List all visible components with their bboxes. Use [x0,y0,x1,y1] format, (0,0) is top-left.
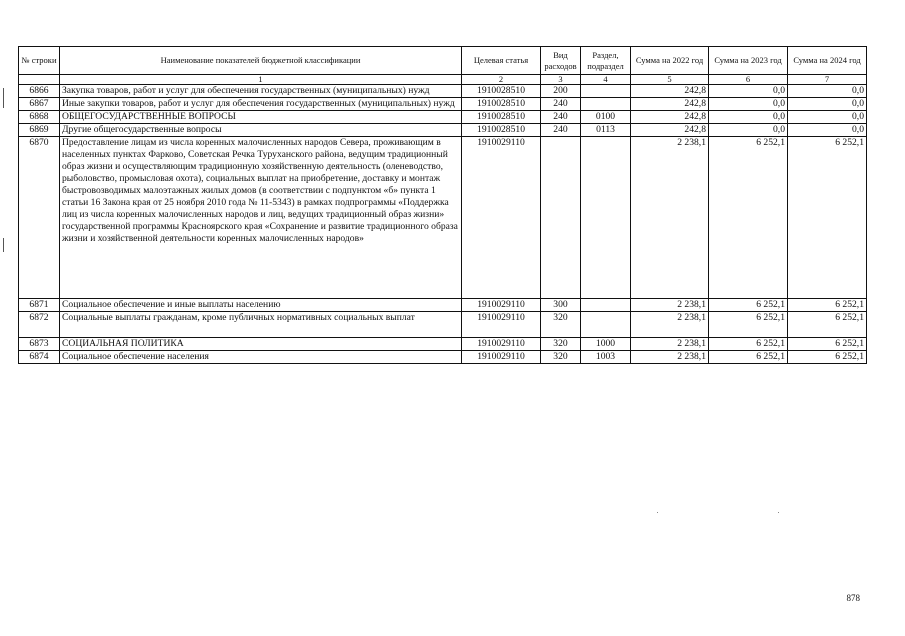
expense-type [541,137,581,299]
column-number: 1 [60,75,462,85]
section-code [581,85,631,98]
indicator-name: Закупка товаров, работ и услуг для обеспечения государственных (муниципальных) нужд [60,85,462,98]
expense-type: 240 [541,124,581,137]
section-code: 0113 [581,124,631,137]
sum-2022: 2 238,1 [631,299,709,312]
table-row [19,338,867,351]
sum-2024: 6 252,1 [788,338,867,351]
section-code [581,299,631,312]
row-number: 6872 [19,312,60,338]
header-sum-2022: Сумма на 2022 год [631,47,709,75]
sum-2023: 6 252,1 [709,312,788,338]
table-row [19,351,867,364]
target-item: 1910029110 [462,338,541,351]
header-indicator-name: Наименование показателей бюджетной классификации [60,47,462,75]
target-item: 1910028510 [462,111,541,124]
indicator-name: Социальное обеспечение населения [60,351,462,364]
indicator-name: Иные закупки товаров, работ и услуг для обеспечения государственных (муниципальных) нужд [60,98,462,111]
sum-2022: 2 238,1 [631,312,709,338]
row-number: 6874 [19,351,60,364]
column-number [19,75,60,85]
header-expense-type: Вид расходов [541,47,581,75]
sum-2022: 242,8 [631,124,709,137]
sum-2024: 6 252,1 [788,312,867,338]
sum-2022: 2 238,1 [631,338,709,351]
expense-type: 320 [541,312,581,338]
sum-2023: 0,0 [709,98,788,111]
expense-type: 300 [541,299,581,312]
table-row [19,312,867,338]
header-row-number: № строки [19,47,60,75]
row-number: 6866 [19,85,60,98]
section-code: 0100 [581,111,631,124]
indicator-name: ОБЩЕГОСУДАРСТВЕННЫЕ ВОПРОСЫ [60,111,462,124]
sum-2023: 6 252,1 [709,351,788,364]
page-number: 878 [846,593,860,603]
indicator-name: СОЦИАЛЬНАЯ ПОЛИТИКА [60,338,462,351]
sum-2024: 0,0 [788,124,867,137]
section-code: 1000 [581,338,631,351]
indicator-name: Социальные выплаты гражданам, кроме публичных нормативных социальных выплат [60,312,462,338]
table-row [19,98,867,111]
indicator-name: Предоставление лицам из числа коренных малочисленных народов Севера, проживающим в населенных пунктах Фарково, Советская Речка Туруханского района, ведущим традиционный образ жизни и осуществляющим традиционную хозяйственную деятельность (оленеводство, рыболовство, промысловая охота), социальных выплат на приобретение, доставку и монтаж быстровозводимых малоэтажных жилых домов (в соответствии с подпунктом «б» пункта 1 статьи 16 Закона края от 25 ноября 2010 года № 11-5343) в рамках подпрограммы «Поддержка лиц из числа коренных малочисленных народов и лиц, ведущих традиционный образ жизни» государственной программы Красноярского края «Сохранение и развитие традиционного образа жизни и хозяйственной деятельности коренных малочисленных народов» [60,137,462,299]
target-item: 1910029110 [462,351,541,364]
sum-2023: 0,0 [709,111,788,124]
column-number: 7 [788,75,867,85]
table-row [19,299,867,312]
target-item: 1910028510 [462,98,541,111]
column-number: 3 [541,75,581,85]
header-sum-2023: Сумма на 2023 год [709,47,788,75]
expense-type: 200 [541,85,581,98]
row-number: 6869 [19,124,60,137]
column-number: 2 [462,75,541,85]
target-item: 1910028510 [462,85,541,98]
scan-edge-mark [3,88,4,108]
section-code [581,98,631,111]
budget-table [18,46,867,364]
sum-2022: 242,8 [631,85,709,98]
column-number: 4 [581,75,631,85]
expense-type: 320 [541,338,581,351]
section-code: 1003 [581,351,631,364]
sum-2023: 6 252,1 [709,338,788,351]
row-number: 6868 [19,111,60,124]
header-target-item: Целевая статья [462,47,541,75]
column-number: 6 [709,75,788,85]
expense-type: 240 [541,111,581,124]
expense-type: 240 [541,98,581,111]
sum-2023: 6 252,1 [709,299,788,312]
sum-2024: 6 252,1 [788,351,867,364]
scan-speck [778,512,779,513]
sum-2022: 2 238,1 [631,137,709,299]
indicator-name: Социальное обеспечение и иные выплаты населению [60,299,462,312]
row-number: 6873 [19,338,60,351]
expense-type: 320 [541,351,581,364]
sum-2023: 0,0 [709,85,788,98]
table-row [19,137,867,299]
sum-2024: 0,0 [788,111,867,124]
sum-2022: 2 238,1 [631,351,709,364]
row-number: 6867 [19,98,60,111]
scan-edge-mark [3,238,4,252]
sum-2024: 6 252,1 [788,137,867,299]
sum-2024: 0,0 [788,98,867,111]
target-item: 1910029110 [462,299,541,312]
column-number-row [19,75,867,85]
sum-2023: 0,0 [709,124,788,137]
row-number: 6870 [19,137,60,299]
sum-2023: 6 252,1 [709,137,788,299]
target-item: 1910029110 [462,137,541,299]
sum-2024: 6 252,1 [788,299,867,312]
table-row [19,124,867,137]
column-number: 5 [631,75,709,85]
header-section: Раздел, подраздел [581,47,631,75]
sum-2022: 242,8 [631,111,709,124]
sum-2022: 242,8 [631,98,709,111]
target-item: 1910028510 [462,124,541,137]
table-row [19,85,867,98]
sum-2024: 0,0 [788,85,867,98]
scan-speck [657,512,658,513]
target-item: 1910029110 [462,312,541,338]
row-number: 6871 [19,299,60,312]
table-row [19,111,867,124]
indicator-name: Другие общегосударственные вопросы [60,124,462,137]
section-code [581,137,631,299]
section-code [581,312,631,338]
header-sum-2024: Сумма на 2024 год [788,47,867,75]
